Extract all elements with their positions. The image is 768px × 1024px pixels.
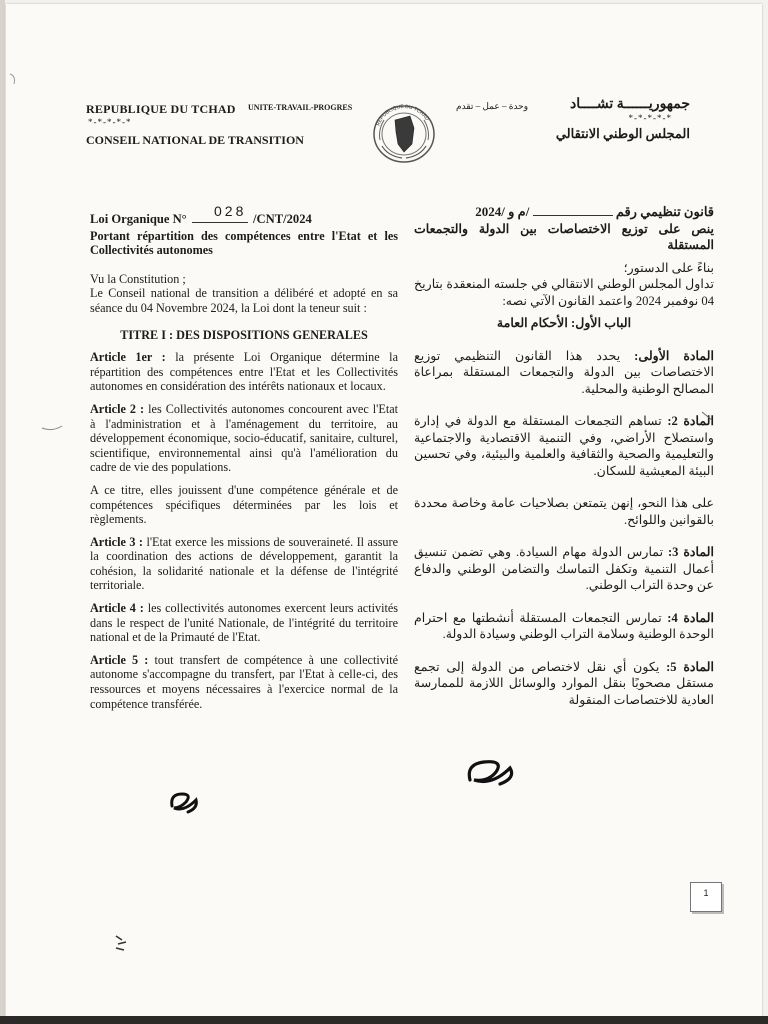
fr-law-number-line [90, 203, 398, 227]
scan-speck-mark [700, 410, 714, 422]
fr-article-1 [90, 350, 398, 394]
header-ar-motto: وحدة – عمل – تقدم [456, 101, 529, 111]
fr-article-label: Article 2 : [90, 401, 145, 416]
header-fr-council: CONSEIL NATIONAL DE TRANSITION [86, 133, 304, 147]
fr-article-2-continued [90, 483, 398, 527]
ar-article-4 [414, 610, 714, 643]
ar-article-text: تساهم التجمعات المستقلة مع الدولة في إدارة واستصلاح الأراضي، وفي التنمية الاقتصادية والاجتماعية والتعليمية والصحية والثقافية والعلمية والبيئية، وفي تحسين البيئة المعيشية للسكان. [414, 414, 714, 478]
ar-article-2 [414, 413, 714, 479]
ar-article-text: تمارس التجمعات المستقلة أنشطتها مع احترام الوحدة الوطنية وسلامة التراب الوطني وسيادة الدولة. [414, 610, 714, 641]
scan-bottom-edge [0, 1016, 768, 1024]
fr-law-prefix: Loi Organique N° [90, 212, 187, 226]
fr-article-text: A ce titre, elles jouissent d'une compétence générale et de compétences spécifiques déterminées par les lois et règlements. [90, 482, 398, 527]
fr-article-label: Article 4 : [90, 601, 144, 616]
chad-emblem-seal [368, 100, 440, 164]
fr-title-heading: TITRE I : DES DISPOSITIONS GENERALES [120, 327, 368, 342]
header-fr-republic: REPUBLIQUE DU TCHAD [86, 102, 236, 116]
ar-article-label: المادة الأولى: [634, 348, 714, 363]
ar-law-prefix: قانون تنظيمي رقم [615, 204, 714, 219]
fr-law-suffix: /CNT/2024 [253, 212, 312, 226]
fr-adoption-paragraph: Le Conseil national de transition a délibéré et adopté en sa séance du 04 Novembre 2024, la Loi dont la teneur suit : [90, 286, 398, 315]
ar-article-text: تمارس الدولة مهام السيادة. وهي تضمن تنسيق أعمال التنمية وتكفل التماسك والتضامن الوطني والدفاع عن وحدة التراب الوطني. [414, 545, 714, 592]
ar-constitution: بناءً على الدستور؛ [623, 260, 714, 275]
scan-speck-mark [8, 70, 24, 90]
fr-article-label: Article 5 : [90, 652, 149, 667]
ar-article-text: على هذا النحو، إنهن يتمتعن بصلاحيات عامة وخاصة محددة بالقوانين واللوائح. [414, 496, 714, 527]
ar-article-text: يحدد هذا القانون التنظيمي توزيع الاختصاصات بين الدولة والتجمعات المستقلة بمراعاة المصالح الوطنية والمحلية. [414, 348, 714, 396]
scan-left-edge [0, 0, 5, 1024]
arabic-column [414, 204, 714, 708]
french-column [90, 203, 398, 711]
ar-article-label: المادة 4: [667, 610, 714, 625]
fr-article-label: Article 3 : [90, 534, 143, 549]
fr-law-subject: Portant répartition des compétences entre l'Etat et les Collectivités autonomes [90, 228, 398, 258]
fr-article-text: la présente Loi Organique détermine la répartition des compétences entre l'Etat et les Collectivités autonomes en considération des intérêts nationaux et locaux. [90, 350, 398, 394]
ar-article-5 [414, 659, 714, 709]
page-number-box: 1 [690, 882, 722, 912]
ar-law-number-line [414, 204, 714, 221]
ar-article-text: يكون أي نقل لاختصاص من الدولة إلى تجمع مستقل مصحوبًا بنقل الموارد والوسائل اللازمة للممارسة العادية للاختصاصات المنقولة [414, 659, 714, 707]
header-ar-council: المجلس الوطني الانتقالي [555, 126, 690, 141]
fr-article-label: Article 1er : [90, 350, 166, 365]
ar-article-label: المادة 2: [667, 414, 714, 428]
fr-law-number: 028 [214, 203, 247, 219]
ar-title-heading: الباب الأول: الأحكام العامة [496, 316, 632, 330]
ar-article-label: المادة 3: [667, 545, 714, 559]
fr-article-4 [90, 601, 398, 645]
header-ar-republic: جمهوريــــــة تشــــاد [570, 97, 690, 112]
emblem-text: REPUBLIQUE DU TCHAD [375, 103, 430, 127]
fr-article-5 [90, 653, 398, 711]
ar-article-label: المادة 5: [666, 659, 714, 674]
ar-article-1 [414, 348, 714, 398]
scan-speck-mark [40, 424, 64, 432]
fr-article-text: les Collectivités autonomes concourent avec l'Etat à l'administration et à l'aménagement du territoire, au développement économique, socio-éducatif, sanitaire, culturel, scientifique, environnemental ainsi qu'à l'amélioration du cadre de vie des populations. [90, 401, 398, 475]
fr-article-text: tout transfert de compétence à une collectivité autonome s'accompagne du transfert, par l'Etat à celle-ci, des ressources et moyens nécessaires à l'exercice normal de la compétence transférée. [90, 652, 398, 711]
ar-law-suffix: /م و /2024 [475, 204, 530, 219]
fr-article-text: les collectivités autonomes exercent leurs activités dans le respect de l'unité Nationale, de l'intégrité du territoire national et de la Primauté de l'Etat. [90, 601, 398, 645]
ar-article-3 [414, 544, 714, 594]
fr-article-3 [90, 535, 398, 593]
ar-law-number-blank [533, 205, 613, 216]
fr-article-text: l'Etat exerce les missions de souveraineté. Il assure la coordination des actions de développement, garantit la cohésion, la solidarité nationale et la défense de l'intégrité territoriale. [90, 534, 398, 593]
scan-speck-mark [112, 932, 136, 952]
header-fr-motto: UNITE-TRAVAIL-PROGRES [248, 103, 353, 112]
ar-article-2-continued [414, 495, 714, 528]
ar-deliberation: تداول المجلس الوطني الانتقالي في جلسته المنعقدة بتاريخ 04 نوفمبر 2024 واعتمد القانون الآتي نصه: [414, 277, 714, 308]
fr-article-2 [90, 402, 398, 475]
ar-law-subject: ينص على توزيع الاختصاصات بين الدولة والتجمعات المستقلة [414, 221, 714, 252]
header-fr-stars: *-*-*-*-* [88, 117, 132, 127]
fr-vu-constitution: Vu la Constitution ; [90, 271, 186, 286]
header-ar-stars: *-*-*-*-* [628, 113, 672, 123]
initials-signature-ar [464, 750, 524, 790]
initials-signature-fr [166, 786, 206, 816]
